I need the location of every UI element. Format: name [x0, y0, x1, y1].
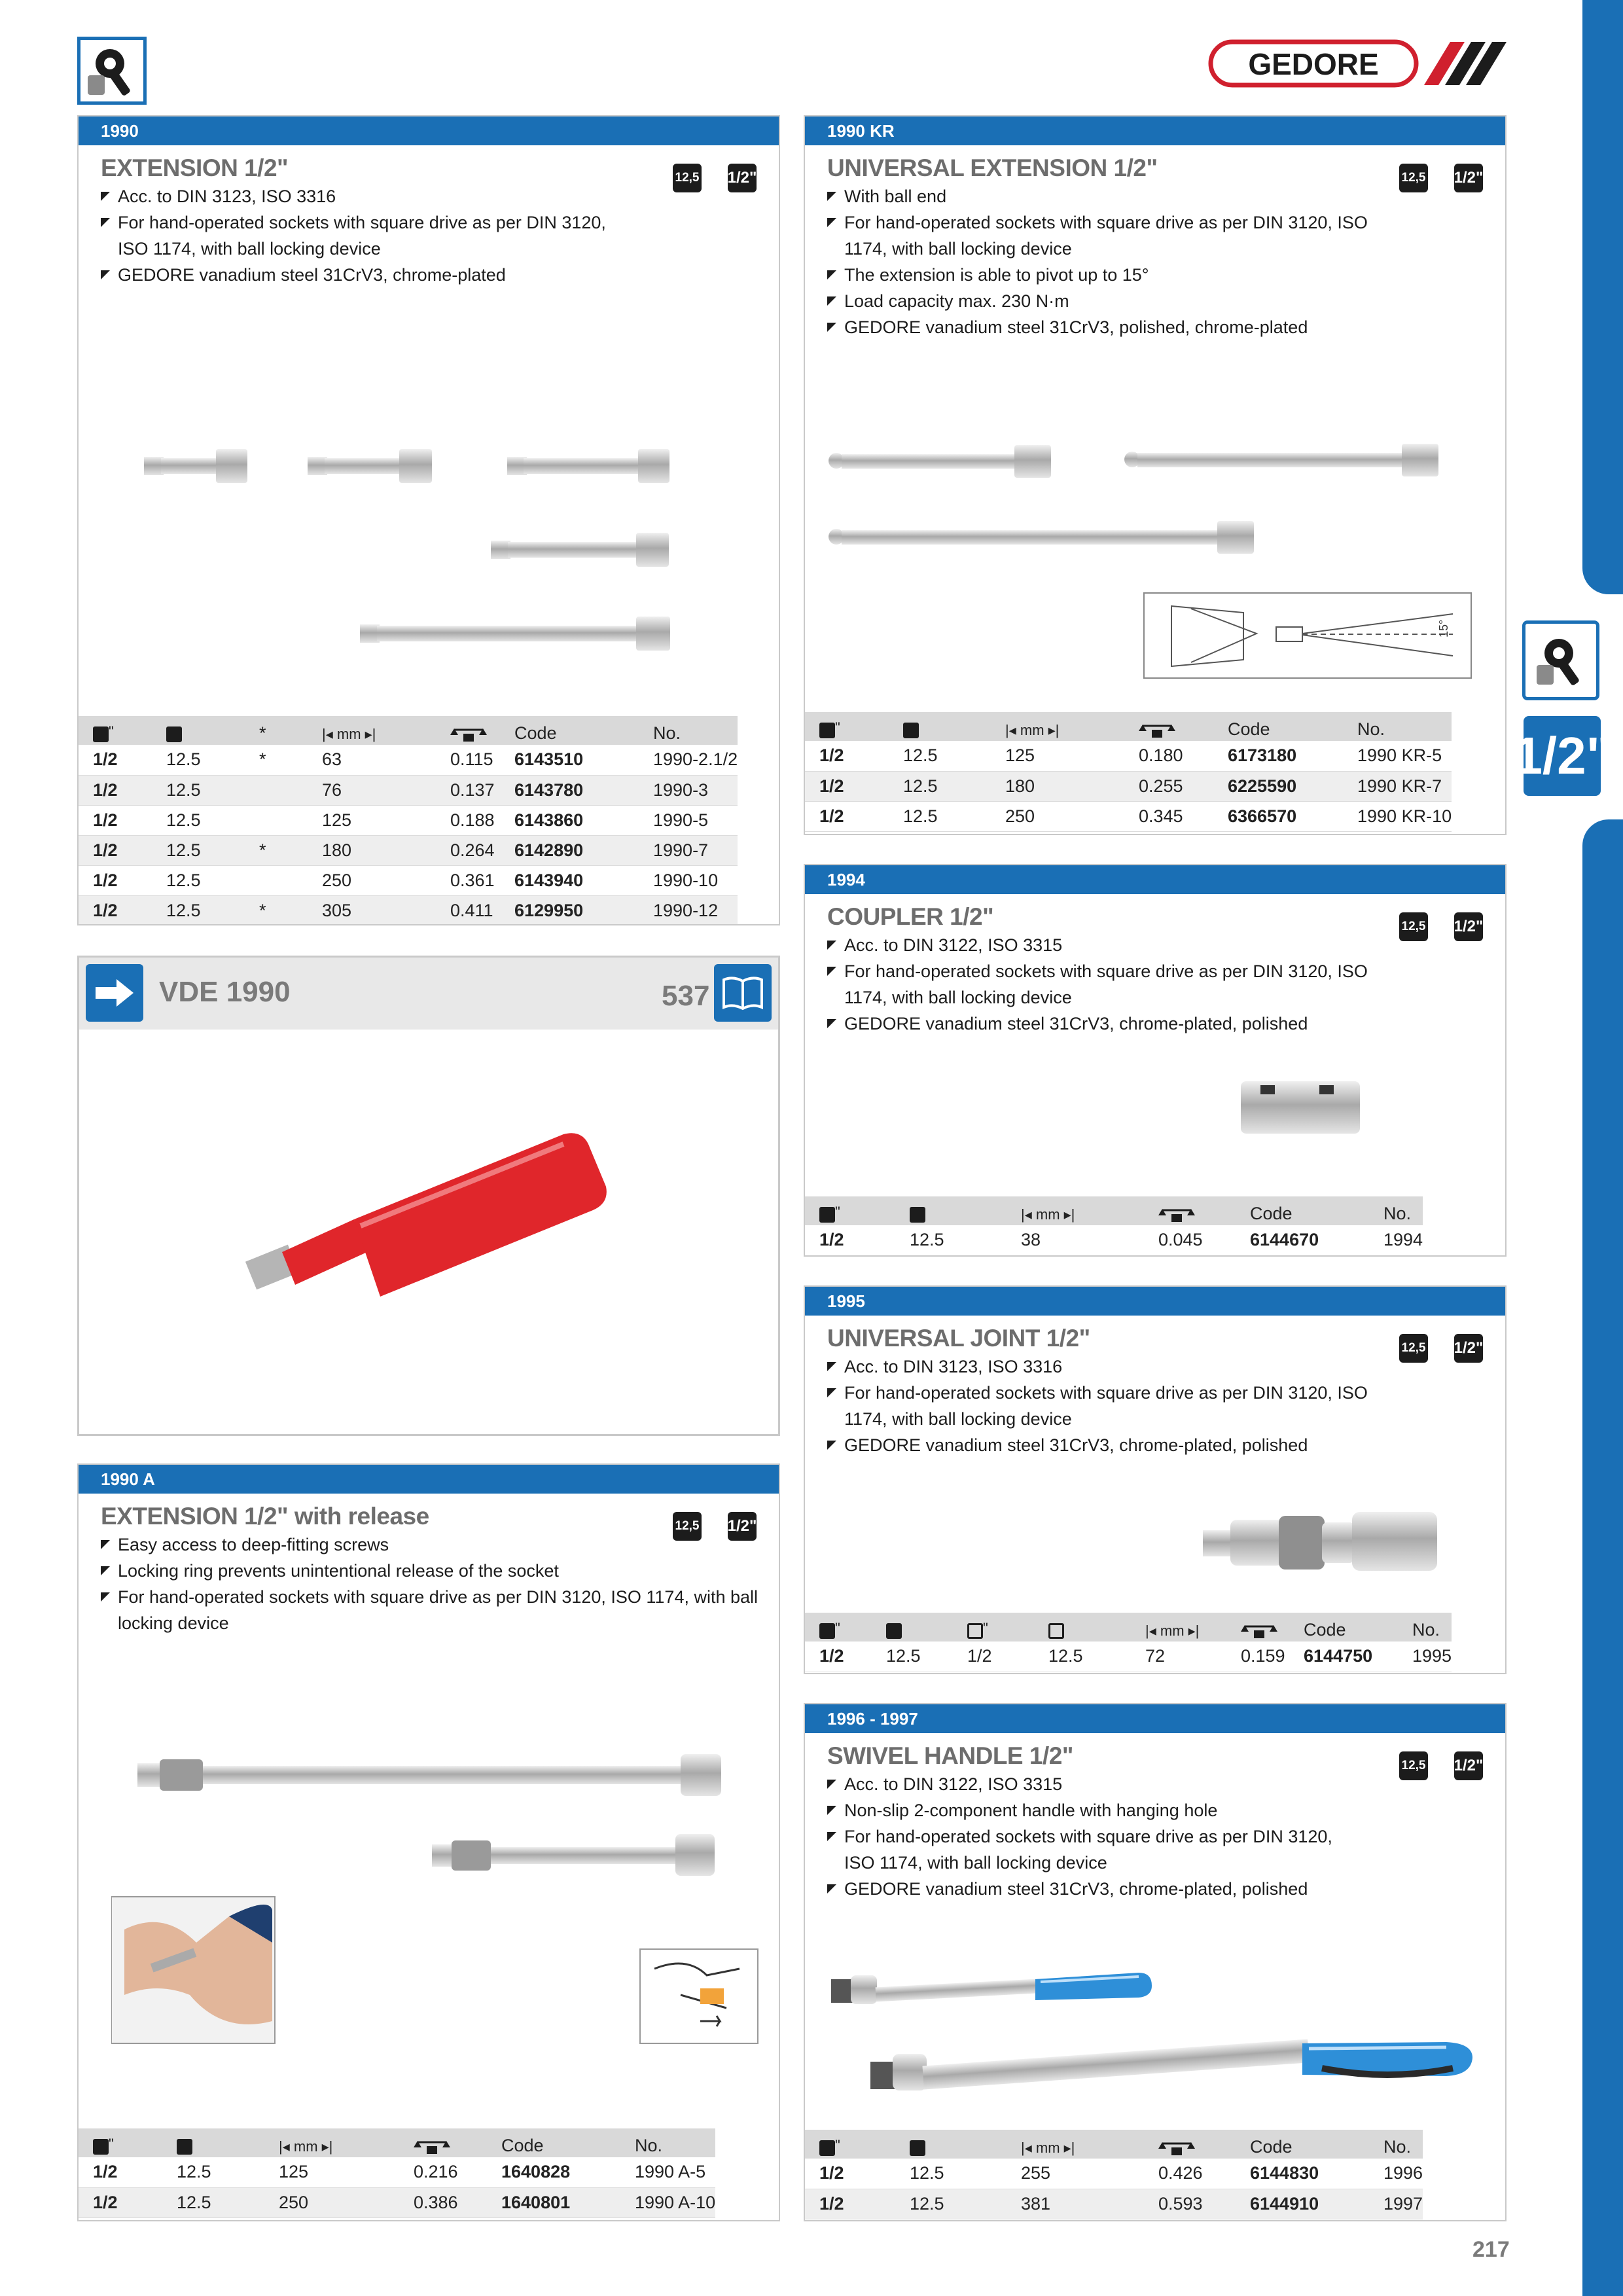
col-drive-inch: ": [805, 712, 889, 741]
spec-table: [79, 716, 738, 925]
product-title: EXTENSION 1/2" with release: [101, 1503, 429, 1530]
gedore-logo-text: GEDORE: [1248, 47, 1379, 81]
table-cell: 6366570: [1213, 801, 1343, 831]
vde-title: VDE 1990: [159, 976, 291, 1008]
feature-list: [827, 183, 1368, 340]
table-cell: 1/2: [79, 835, 152, 865]
book-icon[interactable]: [714, 964, 772, 1022]
table-cell: 1/2: [953, 1641, 1034, 1672]
table-cell: 6143780: [500, 775, 639, 805]
col-length: |◂ mm ▸|: [1007, 2130, 1144, 2159]
table-cell: 12.5: [162, 2187, 264, 2217]
table-cell: 1990-7: [639, 835, 738, 865]
product-title: COUPLER 1/2": [827, 903, 994, 930]
table-cell: 6144670: [1236, 1225, 1369, 1255]
table-row: [79, 775, 738, 805]
table-cell: 0.426: [1144, 2159, 1236, 2189]
ratchet-header-icon: [77, 37, 147, 105]
feature-item: For hand-operated sockets with square drive as per DIN 3120, ISO: [827, 958, 1368, 984]
table-cell: 0.264: [436, 835, 500, 865]
release-diagram: [640, 1949, 758, 2043]
table-cell: 63: [308, 745, 436, 775]
table-cell: *: [245, 835, 308, 865]
table-cell: 12.5: [152, 745, 245, 775]
scale-icon: [450, 726, 487, 743]
section-code-bar: 1990 A: [79, 1465, 779, 1494]
table-cell: 1640801: [487, 2187, 620, 2217]
product-title: UNIVERSAL JOINT 1/2": [827, 1325, 1090, 1352]
square-drive-icon: [903, 723, 919, 738]
feature-item: Acc. to DIN 3123, ISO 3316: [101, 183, 606, 209]
badge-size: 12,5: [1399, 912, 1428, 941]
table-cell: 125: [264, 2157, 399, 2187]
feature-item: Non-slip 2-component handle with hanging hole: [827, 1797, 1332, 1823]
square-drive-icon: [819, 723, 835, 738]
table-row: [79, 2187, 715, 2217]
table-cell: 6143510: [500, 745, 639, 775]
section-code-bar: 1990 KR: [805, 117, 1505, 145]
table-row: [805, 1225, 1423, 1255]
square-drive-icon: [886, 1623, 902, 1639]
table-cell: 1990-10: [639, 865, 738, 895]
col-weight: [1124, 712, 1213, 741]
drive-size-tab: [1513, 716, 1611, 796]
table-cell: 0.593: [1144, 2189, 1236, 2219]
square-drive-icon: [177, 2139, 192, 2155]
section-code-bar: 1990: [79, 117, 779, 145]
universal-extension-image: [825, 437, 1492, 679]
spec-table-1990kr-wrap: [804, 712, 1507, 835]
table-cell: 1990 A-10: [620, 2187, 715, 2217]
scale-icon: [1158, 2140, 1195, 2157]
table-cell: 1995: [1398, 1641, 1452, 1672]
table-cell: 1/2: [79, 895, 152, 925]
feature-item: Load capacity max. 230 N·m: [827, 288, 1368, 314]
right-edge-tab-bottom: [1582, 819, 1623, 2296]
universal-joint-image: [1198, 1496, 1446, 1588]
col-output-mm: [1034, 1613, 1131, 1641]
table-row: [805, 741, 1452, 771]
table-cell: 1990-5: [639, 805, 738, 835]
table-cell: *: [245, 745, 308, 775]
table-cell: 1990-2.1/2: [639, 745, 738, 775]
table-cell: 0.180: [1124, 741, 1213, 771]
table-cell: 1/2: [79, 2157, 162, 2187]
table-cell: 12.5: [1034, 1641, 1131, 1672]
table-cell: 12.5: [872, 1641, 953, 1672]
badge-size: 12,5: [1399, 1334, 1428, 1363]
feature-item: Locking ring prevents unintentional release of the socket: [101, 1558, 779, 1584]
feature-item-continuation: 1174, with ball locking device: [844, 1409, 1072, 1429]
col-drive-inch: ": [805, 1613, 872, 1641]
table-cell: 12.5: [152, 895, 245, 925]
table-cell: 6173180: [1213, 741, 1343, 771]
col-number: No.: [1369, 2130, 1423, 2159]
col-code: Code: [1236, 1196, 1369, 1225]
col-code: Code: [1289, 1613, 1398, 1641]
table-cell: 1/2: [79, 2187, 162, 2217]
table-cell: 1990 KR-10: [1343, 801, 1452, 831]
table-row: [79, 2157, 715, 2187]
table-cell: 1/2: [805, 771, 889, 801]
table-cell: 1990-12: [639, 895, 738, 925]
table-cell: 0.361: [436, 865, 500, 895]
badge-size: 12,5: [673, 164, 702, 192]
table-cell: 12.5: [152, 835, 245, 865]
table-cell: 12.5: [889, 741, 991, 771]
col-weight: [436, 716, 500, 745]
feature-item: GEDORE vanadium steel 31CrV3, chrome-plated, polished: [827, 1011, 1368, 1037]
table-cell: 76: [308, 775, 436, 805]
table-cell: 12.5: [889, 801, 991, 831]
section-code-bar: 1994: [805, 865, 1505, 894]
table-cell: 0.045: [1144, 1225, 1236, 1255]
table-cell: 250: [991, 801, 1124, 831]
table-cell: 0.115: [436, 745, 500, 775]
badge-drive: 1/2": [1454, 164, 1483, 192]
spec-table: [805, 2130, 1423, 2219]
col-drive-inch: ": [79, 2128, 162, 2157]
table-row: [805, 771, 1452, 801]
col-weight: [1144, 2130, 1236, 2159]
section-code-bar: 1995: [805, 1287, 1505, 1316]
feature-item: With ball end: [827, 183, 1368, 209]
col-drive-inch: ": [79, 716, 152, 745]
table-cell: 1994: [1369, 1225, 1423, 1255]
table-cell: 12.5: [152, 865, 245, 895]
col-code: Code: [500, 716, 639, 745]
table-row: [805, 1641, 1452, 1672]
table-cell: 1/2: [79, 745, 152, 775]
table-cell: 1/2: [805, 1641, 872, 1672]
ratchet-category-icon: [1522, 620, 1599, 700]
extension-bars-image: [144, 444, 772, 666]
spec-table: [805, 1196, 1423, 1256]
table-cell: 1/2: [805, 2159, 895, 2189]
scale-icon: [1241, 1623, 1277, 1640]
feature-item: For hand-operated sockets with square drive as per DIN 3120, ISO 1174, with ball locking device: [101, 1584, 779, 1636]
square-socket-icon: [1048, 1623, 1064, 1639]
release-extension-image: [111, 1746, 766, 2047]
feature-item-continuation: 1174, with ball locking device: [844, 239, 1072, 259]
col-code: Code: [487, 2128, 620, 2157]
hand-photo: [111, 1897, 275, 2043]
table-cell: 1/2: [805, 741, 889, 771]
feature-list: [101, 183, 606, 288]
col-note: *: [245, 716, 308, 745]
feature-item-continuation: 1174, with ball locking device: [844, 988, 1072, 1007]
table-cell: 1/2: [79, 775, 152, 805]
spec-table: [79, 2128, 715, 2218]
square-drive-icon: [819, 2140, 835, 2156]
feature-list: [827, 932, 1368, 1037]
table-cell: 6225590: [1213, 771, 1343, 801]
scale-icon: [1158, 1206, 1195, 1223]
vde-extension-image: [223, 1088, 747, 1324]
square-drive-icon: [819, 1207, 835, 1223]
gedore-logo: [1208, 39, 1509, 88]
arrow-right-icon: [86, 964, 143, 1022]
table-cell: 12.5: [895, 1225, 1007, 1255]
feature-item: Acc. to DIN 3122, ISO 3315: [827, 932, 1368, 958]
table-row: [79, 835, 738, 865]
col-drive-inch: ": [805, 1196, 895, 1225]
swivel-handles-image: [825, 1953, 1479, 2110]
table-cell: 255: [1007, 2159, 1144, 2189]
feature-item: GEDORE vanadium steel 31CrV3, chrome-plated, polished: [827, 1876, 1332, 1902]
feature-list: [827, 1771, 1332, 1902]
table-row: [805, 801, 1452, 831]
pivot-angle-diagram: [1144, 593, 1471, 678]
table-cell: 6144830: [1236, 2159, 1369, 2189]
col-code: Code: [1236, 2130, 1369, 2159]
square-drive-icon: [819, 1623, 835, 1639]
square-socket-icon: [967, 1623, 983, 1639]
table-cell: 0.255: [1124, 771, 1213, 801]
table-cell: 305: [308, 895, 436, 925]
col-length: |◂ mm ▸|: [1007, 1196, 1144, 1225]
table-cell: 12.5: [889, 771, 991, 801]
product-title: EXTENSION 1/2": [101, 154, 289, 181]
table-cell: 0.137: [436, 775, 500, 805]
square-drive-icon: [910, 2140, 925, 2156]
table-cell: 6142890: [500, 835, 639, 865]
table-cell: 1/2: [79, 865, 152, 895]
table-cell: 1640828: [487, 2157, 620, 2187]
feature-item: GEDORE vanadium steel 31CrV3, chrome-plated: [101, 262, 606, 288]
table-cell: 6143860: [500, 805, 639, 835]
table-cell: 381: [1007, 2189, 1144, 2219]
col-drive-mm: [895, 1196, 1007, 1225]
table-cell: 1990 KR-5: [1343, 741, 1452, 771]
col-number: No.: [1398, 1613, 1452, 1641]
col-weight: [399, 2128, 487, 2157]
table-cell: 6144910: [1236, 2189, 1369, 2219]
badge-drive: 1/2": [1454, 1334, 1483, 1363]
badge-drive: 1/2": [728, 164, 757, 192]
table-cell: 1990-3: [639, 775, 738, 805]
table-cell: 1/2: [79, 805, 152, 835]
table-cell: 0.345: [1124, 801, 1213, 831]
table-cell: 6144750: [1289, 1641, 1398, 1672]
col-length: |◂ mm ▸|: [264, 2128, 399, 2157]
table-cell: 0.216: [399, 2157, 487, 2187]
spec-badges: [1399, 1334, 1483, 1363]
table-cell: 1990 A-5: [620, 2157, 715, 2187]
product-title: SWIVEL HANDLE 1/2": [827, 1742, 1073, 1769]
product-section-1994: [804, 864, 1507, 1257]
feature-item: Acc. to DIN 3122, ISO 3315: [827, 1771, 1332, 1797]
angle-label: 15°: [1437, 619, 1450, 637]
col-number: No.: [1369, 1196, 1423, 1225]
feature-item-continuation: ISO 1174, with ball locking device: [118, 239, 381, 259]
table-cell: 0.159: [1226, 1641, 1289, 1672]
col-length: |◂ mm ▸|: [991, 712, 1124, 741]
square-drive-icon: [910, 1207, 925, 1223]
product-section-1995: [804, 1285, 1507, 1674]
table-cell: 38: [1007, 1225, 1144, 1255]
table-cell: [245, 805, 308, 835]
table-row: [79, 895, 738, 925]
table-cell: 1/2: [805, 1225, 895, 1255]
col-code: Code: [1213, 712, 1343, 741]
table-row: [79, 865, 738, 895]
col-number: No.: [620, 2128, 715, 2157]
feature-item: For hand-operated sockets with square drive as per DIN 3120,: [101, 209, 606, 236]
col-drive-mm: [152, 716, 245, 745]
table-cell: 1997: [1369, 2189, 1423, 2219]
feature-item: Acc. to DIN 3123, ISO 3316: [827, 1354, 1368, 1380]
drive-size-tab-label: 1/2": [1513, 726, 1611, 785]
table-cell: 12.5: [152, 775, 245, 805]
feature-item: GEDORE vanadium steel 31CrV3, chrome-plated, polished: [827, 1432, 1368, 1458]
feature-item: GEDORE vanadium steel 31CrV3, polished, chrome-plated: [827, 314, 1368, 340]
col-drive-mm: [162, 2128, 264, 2157]
badge-size: 12,5: [673, 1512, 702, 1541]
table-cell: 125: [308, 805, 436, 835]
feature-list: [101, 1532, 779, 1636]
feature-list: [827, 1354, 1368, 1458]
table-cell: 1996: [1369, 2159, 1423, 2189]
feature-item: The extension is able to pivot up to 15°: [827, 262, 1368, 288]
coupler-image: [1237, 1075, 1368, 1140]
badge-size: 12,5: [1399, 1751, 1428, 1780]
spec-table: [805, 1613, 1452, 1672]
section-code-bar: 1996 - 1997: [805, 1704, 1505, 1733]
table-cell: 12.5: [895, 2159, 1007, 2189]
table-cell: *: [245, 895, 308, 925]
vde-header: [79, 958, 778, 1030]
col-weight: [1226, 1613, 1289, 1641]
vde-cross-reference[interactable]: [77, 956, 780, 1436]
table-cell: 0.386: [399, 2187, 487, 2217]
spec-badges: [673, 1512, 757, 1541]
col-number: No.: [1343, 712, 1452, 741]
square-drive-icon: [93, 2139, 109, 2155]
col-drive-mm: [872, 1613, 953, 1641]
col-drive-mm: [895, 2130, 1007, 2159]
feature-item: For hand-operated sockets with square drive as per DIN 3120,: [827, 1823, 1332, 1850]
table-row: [805, 2189, 1423, 2219]
badge-drive: 1/2": [728, 1512, 757, 1541]
product-section-1990a: [77, 1463, 780, 2221]
table-cell: 6143940: [500, 865, 639, 895]
feature-item: For hand-operated sockets with square drive as per DIN 3120, ISO: [827, 1380, 1368, 1406]
col-weight: [1144, 1196, 1236, 1225]
badge-drive: 1/2": [1454, 1751, 1483, 1780]
scale-icon: [1139, 722, 1175, 739]
spec-table: [805, 712, 1452, 832]
table-cell: 12.5: [895, 2189, 1007, 2219]
col-output-inch: ": [953, 1613, 1034, 1641]
table-cell: [245, 865, 308, 895]
right-edge-tab-top: [1582, 0, 1623, 594]
table-cell: 12.5: [152, 805, 245, 835]
table-cell: 125: [991, 741, 1124, 771]
spec-badges: [673, 164, 757, 192]
page-number: 217: [1472, 2237, 1510, 2262]
feature-item: Easy access to deep-fitting screws: [101, 1532, 779, 1558]
table-row: [79, 745, 738, 775]
table-cell: 12.5: [162, 2157, 264, 2187]
table-row: [805, 2159, 1423, 2189]
square-drive-icon: [93, 726, 109, 742]
feature-item: For hand-operated sockets with square drive as per DIN 3120, ISO: [827, 209, 1368, 236]
table-cell: 0.411: [436, 895, 500, 925]
product-section-1990: [77, 115, 780, 925]
table-cell: 1990 KR-7: [1343, 771, 1452, 801]
square-drive-icon: [166, 726, 182, 742]
spec-badges: [1399, 912, 1483, 941]
badge-drive: 1/2": [1454, 912, 1483, 941]
table-row: [79, 805, 738, 835]
spec-badges: [1399, 164, 1483, 192]
table-cell: 250: [264, 2187, 399, 2217]
table-cell: 250: [308, 865, 436, 895]
badge-size: 12,5: [1399, 164, 1428, 192]
table-cell: 6129950: [500, 895, 639, 925]
col-drive-inch: ": [805, 2130, 895, 2159]
product-section-1996-1997: [804, 1703, 1507, 2221]
scale-icon: [414, 2138, 450, 2155]
feature-item-continuation: ISO 1174, with ball locking device: [844, 1853, 1107, 1873]
vde-page-ref[interactable]: 537: [662, 980, 710, 1012]
table-cell: 1/2: [805, 801, 889, 831]
col-drive-mm: [889, 712, 991, 741]
table-cell: 0.188: [436, 805, 500, 835]
table-cell: 1/2: [805, 2189, 895, 2219]
col-length: |◂ mm ▸|: [308, 716, 436, 745]
table-cell: 180: [991, 771, 1124, 801]
table-cell: 72: [1131, 1641, 1226, 1672]
spec-badges: [1399, 1751, 1483, 1780]
table-cell: [245, 775, 308, 805]
table-cell: 180: [308, 835, 436, 865]
product-title: UNIVERSAL EXTENSION 1/2": [827, 154, 1158, 181]
col-number: No.: [639, 716, 738, 745]
col-length: |◂ mm ▸|: [1131, 1613, 1226, 1641]
